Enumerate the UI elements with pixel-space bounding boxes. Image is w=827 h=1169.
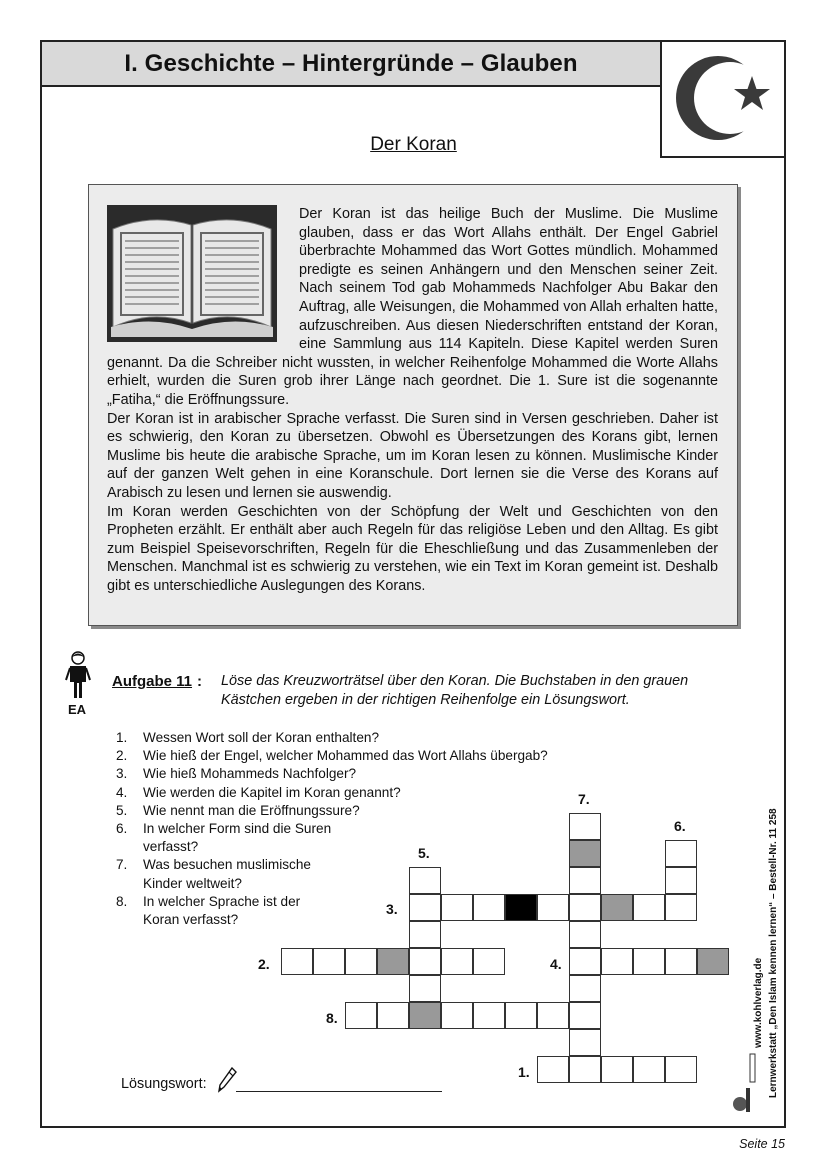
crossword-block-cell bbox=[505, 894, 537, 921]
crossword-cell[interactable] bbox=[665, 894, 697, 921]
paragraph-1: Der Koran ist das heilige Buch der Muslime. Die Muslime glauben, dass er das Wort Allahs enthält. Der Engel Gabriel überbrachte Mohammed das Wort Gottes mündlich. Mohammed predigte es seinen Anhängern und den Menschen seiner Zeit. Nach seinem Tod gab Mohammeds Nachfolger Abu Bakar den Auftrag, alle Weisungen, die Mohammed von Allah erhalten hatte, aufzuschreiben. Aus diesen Niederschriften entstand der Koran, eine Sammlung aus 114 Kapiteln. Diese Kapitel werden Suren genannt. Da die Schreiber nicht wussten, in welcher Reihenfolge Mohammed die Worte Allahs erhielt, wurden die Suren grob ihrer Länge nach geordnet. Die 1. Sure ist die sogenannte „Fatiha,“ die Eröffnungssure. bbox=[107, 206, 718, 408]
crossword-solution-cell[interactable] bbox=[601, 894, 633, 921]
crossword-solution-cell[interactable] bbox=[409, 1002, 441, 1029]
crossword-cell[interactable] bbox=[313, 948, 345, 975]
page-number: Seite 15 bbox=[739, 1137, 785, 1151]
order-info: Lernwerkstatt „Den Islam kennen lernen“ – Bestell-Nr. 11 258 bbox=[768, 808, 779, 1098]
info-text bbox=[107, 205, 718, 595]
crossword-cell[interactable] bbox=[569, 1029, 601, 1056]
clue-number-7: 7. bbox=[578, 791, 590, 807]
solution-input-line[interactable] bbox=[236, 1091, 442, 1092]
question-item: 3. Wie hieß Mohammeds Nachfolger? bbox=[116, 766, 357, 782]
solution-label: Lösungswort: bbox=[121, 1076, 207, 1092]
crossword-cell[interactable] bbox=[473, 948, 505, 975]
clue-number-2: 2. bbox=[258, 956, 270, 972]
task-label: Aufgabe 11 bbox=[112, 673, 193, 690]
clue-number-5: 5. bbox=[418, 845, 430, 861]
crossword-solution-cell[interactable] bbox=[697, 948, 729, 975]
crossword-cell[interactable] bbox=[473, 894, 505, 921]
task-colon: : bbox=[197, 673, 202, 690]
crossword-cell[interactable] bbox=[409, 921, 441, 948]
crossword-cell[interactable] bbox=[409, 975, 441, 1002]
publisher-url: www.kohlverlag.de bbox=[753, 957, 764, 1048]
question-item: 6. In welcher Form sind die Suren verfasst? bbox=[116, 821, 332, 855]
crossword-cell[interactable] bbox=[409, 867, 441, 894]
crossword-cell[interactable] bbox=[537, 1056, 569, 1083]
crossword-cell[interactable] bbox=[633, 1056, 665, 1083]
crossword-cell[interactable] bbox=[633, 948, 665, 975]
work-mode-label: EA bbox=[68, 702, 87, 717]
crossword-cell[interactable] bbox=[281, 948, 313, 975]
crossword-cell[interactable] bbox=[441, 894, 473, 921]
clue-number-1: 1. bbox=[518, 1064, 530, 1080]
clue-number-8: 8. bbox=[326, 1010, 338, 1026]
question-item: 8. In welcher Sprache ist der Koran verfasst? bbox=[116, 893, 301, 928]
crossword-cell[interactable] bbox=[377, 1002, 409, 1029]
crossword-solution-cell[interactable] bbox=[377, 948, 409, 975]
clue-number-6: 6. bbox=[674, 818, 686, 834]
question-item: 2. Wie hieß der Engel, welcher Mohammed das Wort Allahs übergab? bbox=[116, 748, 548, 764]
crossword-cell[interactable] bbox=[409, 948, 441, 975]
question-item: 7. Was besuchen muslimische Kinder weltweit? bbox=[116, 857, 311, 891]
crossword-solution-cell[interactable] bbox=[569, 840, 601, 867]
page-header bbox=[40, 40, 662, 87]
kohl-verlag-logo bbox=[730, 1048, 756, 1118]
crossword-cell[interactable] bbox=[665, 840, 697, 867]
crossword-cell[interactable] bbox=[601, 1056, 633, 1083]
paragraph-3: Im Koran werden Geschichten von der Schöpfung der Welt und Geschichten von den Propheten erzählt. Er enthält aber auch Regeln für das religiöse Leben und den Alltag. Es gibt zum Beispiel Speisevorschriften, Regeln für die Eheschließung und das Zusammenleben der Menschen. Manchmal ist es schwierig zu verstehen, wie ein Text im Koran gemeint ist. Deshalb gibt es unterschiedliche Auslegungen des Korans. bbox=[107, 503, 718, 594]
paragraph-2: Der Koran ist in arabischer Sprache verfasst. Die Suren sind in Versen geschrieben. Daher ist es schwierig, den Koran zu übersetzen. Obwohl es Übersetzungen des Korans gibt, lernen Muslime bis heute die arabische Sprache, um im Koran lesen zu können. Muslimische Kinder auf der ganzen Welt gehen in eine Koranschule. Dort lernen sie die Verse des Korans auf Arabisch zu lesen und lernen sie auswendig. bbox=[107, 410, 718, 501]
clue-number-3: 3. bbox=[386, 901, 398, 917]
crossword-cell[interactable] bbox=[665, 867, 697, 894]
section-title: Der Koran bbox=[370, 134, 457, 155]
crossword-cell[interactable] bbox=[569, 1002, 601, 1029]
crossword-cell[interactable] bbox=[537, 1002, 569, 1029]
crossword-cell[interactable] bbox=[569, 1056, 601, 1083]
crossword-cell[interactable] bbox=[473, 1002, 505, 1029]
crossword-cell[interactable] bbox=[665, 948, 697, 975]
crossword-cell[interactable] bbox=[569, 894, 601, 921]
crossword-cell[interactable] bbox=[569, 921, 601, 948]
clue-number-4: 4. bbox=[550, 956, 562, 972]
crossword-cell[interactable] bbox=[409, 894, 441, 921]
crossword-cell[interactable] bbox=[601, 948, 633, 975]
crossword-cell[interactable] bbox=[665, 1056, 697, 1083]
crossword-cell[interactable] bbox=[569, 867, 601, 894]
open-koran-book-image bbox=[107, 205, 277, 342]
task-instruction: Löse das Kreuzworträtsel über den Koran. Die Buchstaben in den grauen Kästchen ergeben in der richtigen Reihenfolge ein Lösungswort. bbox=[221, 673, 689, 708]
question-item: 1. Wessen Wort soll der Koran enthalten? bbox=[116, 730, 380, 745]
crossword-cell[interactable] bbox=[569, 813, 601, 840]
pencil-icon bbox=[217, 1067, 237, 1093]
crossword-cell[interactable] bbox=[441, 948, 473, 975]
crossword-cell[interactable] bbox=[441, 1002, 473, 1029]
question-item: 4. Wie werden die Kapitel im Koran genannt? bbox=[116, 784, 401, 800]
student-icon bbox=[64, 650, 92, 700]
crossword-cell[interactable] bbox=[345, 948, 377, 975]
crossword-cell[interactable] bbox=[569, 948, 601, 975]
crossword-cell[interactable] bbox=[505, 1002, 537, 1029]
crossword-cell[interactable] bbox=[537, 894, 569, 921]
crossword-cell[interactable] bbox=[345, 1002, 377, 1029]
crossword-cell[interactable] bbox=[633, 894, 665, 921]
header-title: I. Geschichte – Hintergründe – Glauben bbox=[124, 49, 578, 77]
crossword-cell[interactable] bbox=[569, 975, 601, 1002]
question-item: 5. Wie nennt man die Eröffnungssure? bbox=[116, 802, 360, 818]
